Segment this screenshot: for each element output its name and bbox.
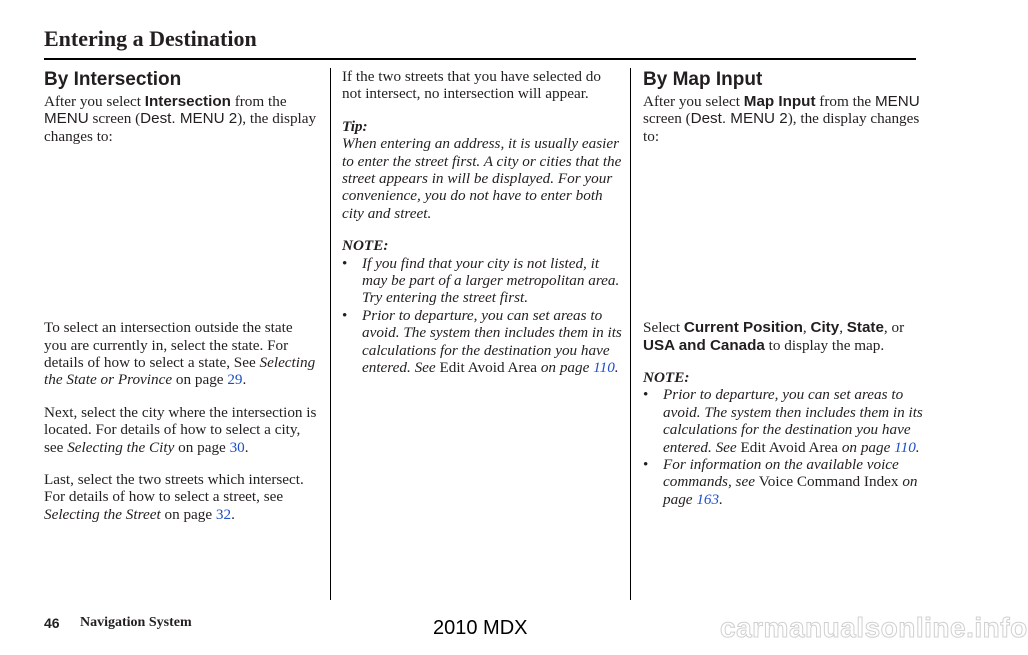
list-item: • Prior to departure, you can set areas to avoid. The system then includes them in its calculations for the destination you have entered. See Edit Avoid Area on page 110. (342, 306, 622, 377)
note-list (643, 386, 923, 508)
note-list (342, 255, 622, 377)
column-by-intersection (44, 68, 319, 523)
no-intersection-paragraph: If the two streets that you have selected do not intersect, no intersection will appear. (342, 68, 601, 103)
page-link-163[interactable]: 163 (696, 490, 720, 508)
site-watermark: carmanualsonline.info (720, 612, 1028, 643)
model-watermark: 2010 MDX (433, 617, 528, 639)
section-heading-map-input: By Map Input (643, 69, 763, 90)
tip-label: Tip: (342, 117, 368, 135)
list-item: • Prior to departure, you can set areas to avoid. The system then includes them in its calculations for the destination you have entered. See Edit Avoid Area on page 110. (643, 386, 923, 456)
page-link-110[interactable]: 110 (894, 438, 916, 456)
intersection-intro: After you select Intersection from the MENU screen (Dest. MENU 2), the display changes to: (44, 93, 317, 145)
page-link-30[interactable]: 30 (229, 438, 245, 456)
screen-image-placeholder (643, 145, 923, 319)
title-rule (44, 58, 916, 60)
note-label: NOTE: (643, 369, 690, 387)
street-paragraph: Last, select the two streets which intersect. For details of how to select a street, see Selecting the Street on page 32. (44, 471, 304, 523)
city-paragraph: Next, select the city where the intersection is located. For details of how to select a city, see Selecting the City on page 30. (44, 403, 317, 456)
list-item: • For information on the available voice commands, see Voice Command Index on page 163. (643, 456, 918, 508)
column-by-map-input (643, 68, 923, 508)
column-notes (342, 68, 622, 377)
page-link-29[interactable]: 29 (227, 371, 243, 389)
select-paragraph: Select Current Position, City, State, or USA and Canada to display the map. (643, 319, 905, 354)
state-paragraph: To select an intersection outside the state you are currently in, select the state. For details of how to select a state, See Selecting the State or Province on page 29. (44, 319, 316, 389)
tip-text: When entering an address, it is usually easier to enter the street first. A city or cities that the street appears in will be displayed. For your convenience, you do not have to enter both city and street. (342, 135, 622, 222)
note-label: NOTE: (342, 237, 389, 255)
section-heading-intersection: By Intersection (44, 69, 182, 90)
book-title: Navigation System (80, 615, 192, 630)
page-link-110[interactable]: 110 (593, 359, 615, 377)
list-item: • If you find that your city is not listed, it may be part of a larger metropolitan area. Try entering the street first. (342, 254, 620, 307)
column-divider-right (630, 68, 631, 600)
page-number: 46 (44, 615, 60, 631)
screen-image-placeholder (44, 145, 319, 319)
column-divider-left (330, 68, 331, 600)
map-input-intro: After you select Map Input from the MENU screen (Dest. MENU 2), the display changes to: (643, 93, 920, 145)
page-link-32[interactable]: 32 (215, 505, 232, 523)
page-title: Entering a Destination (44, 26, 257, 51)
